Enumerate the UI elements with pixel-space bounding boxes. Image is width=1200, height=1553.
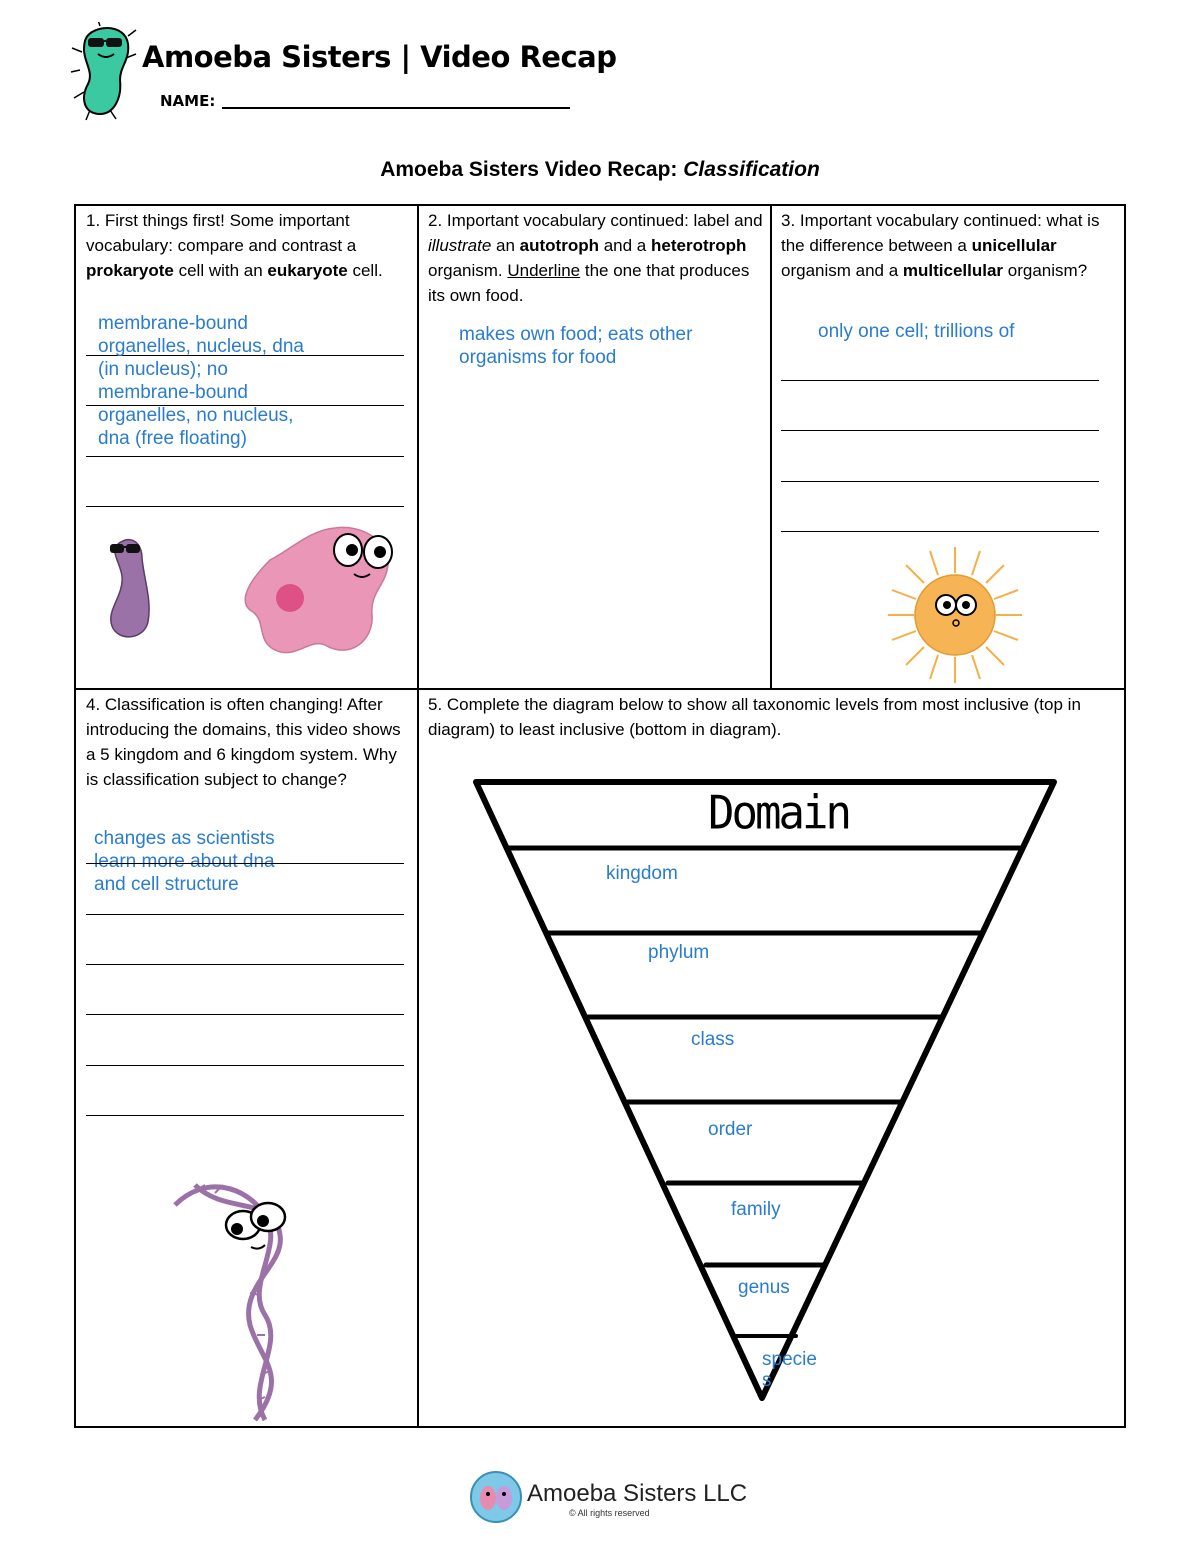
company-logo bbox=[469, 1470, 523, 1524]
amoeba-mascot-logo bbox=[70, 22, 140, 122]
page-title: Amoeba Sisters Video Recap: Classification bbox=[380, 158, 820, 181]
pyramid-level-phylum: phylum bbox=[648, 942, 710, 963]
pyramid-level-species: specie s bbox=[762, 1349, 817, 1391]
unicellular-sun-character bbox=[880, 545, 1030, 685]
brand-title: Amoeba Sisters | Video Recap bbox=[142, 40, 617, 74]
pyramid-level-kingdom: kingdom bbox=[606, 863, 678, 884]
question-3-prompt: 3. Important vocabulary continued: what is the difference between a unicellular organism and a multicellular organism? bbox=[781, 211, 1100, 280]
question-1-answer: membrane-bound organelles, nucleus, dna (in nucleus); no membrane-bound organelles, no nucleus, dna (free floating) bbox=[98, 313, 304, 449]
company-name: Amoeba Sisters LLC bbox=[527, 1480, 748, 1507]
answer-line[interactable] bbox=[86, 506, 404, 507]
copyright-notice: © All rights reserved bbox=[569, 1508, 650, 1518]
question-4-prompt: 4. Classification is often changing! After introducing the domains, this video shows a 5 kingdom and 6 kingdom system. Why is classification subject to change? bbox=[86, 695, 401, 789]
pyramid-level-order: order bbox=[708, 1119, 753, 1140]
name-label: NAME: bbox=[160, 92, 216, 110]
question-2-prompt: 2. Important vocabulary continued: label and illustrate an autotroph and a heterotroph organism. Underline the one that produces its own food. bbox=[428, 211, 763, 305]
answer-line[interactable] bbox=[781, 430, 1099, 431]
answer-line[interactable] bbox=[781, 481, 1099, 482]
taxonomy-pyramid-diagram bbox=[470, 770, 1060, 1405]
pyramid-level-class: class bbox=[691, 1029, 735, 1050]
eukaryote-amoeba-character bbox=[240, 520, 400, 665]
answer-line[interactable] bbox=[781, 531, 1099, 532]
question-3-answer: only one cell; trillions of bbox=[818, 321, 1015, 342]
answer-line[interactable] bbox=[86, 456, 404, 457]
question-2-answer: makes own food; eats other organisms for food bbox=[459, 324, 693, 368]
answer-line[interactable] bbox=[86, 863, 404, 864]
page-title-topic: Classification bbox=[683, 158, 820, 181]
pyramid-level-family: family bbox=[731, 1199, 781, 1220]
dna-helix-character bbox=[165, 1175, 315, 1425]
question-5-prompt: 5. Complete the diagram below to show all taxonomic levels from most inclusive (top in diagram) to least inclusive (bottom in diagram). bbox=[428, 695, 1081, 739]
question-4-answer: changes as scientists learn more about dna and cell structure bbox=[94, 828, 275, 895]
answer-line[interactable] bbox=[86, 1014, 404, 1015]
answer-line[interactable] bbox=[86, 1065, 404, 1066]
pyramid-level-domain: Domain bbox=[708, 786, 849, 841]
answer-line[interactable] bbox=[86, 914, 404, 915]
prokaryote-character bbox=[100, 530, 160, 645]
answer-line[interactable] bbox=[781, 380, 1099, 381]
answer-line[interactable] bbox=[86, 964, 404, 965]
question-1-prompt: 1. First things first! Some important vocabulary: compare and contrast a prokaryote cell with an eukaryote cell. bbox=[86, 211, 383, 280]
answer-line[interactable] bbox=[86, 1115, 404, 1116]
pyramid-level-genus: genus bbox=[738, 1277, 790, 1298]
name-input-line[interactable] bbox=[222, 107, 570, 109]
